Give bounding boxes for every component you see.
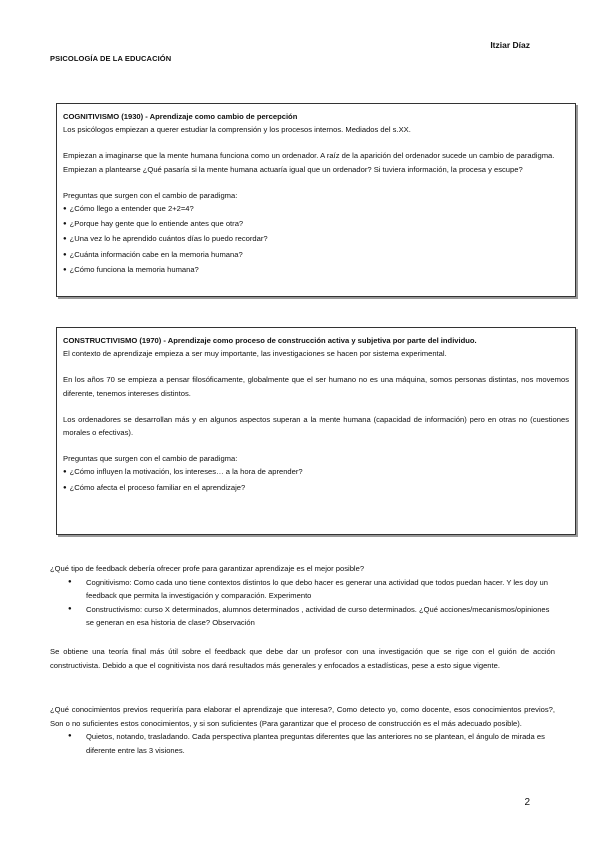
constructivismo-paragraph: En los años 70 se empieza a pensar filosóficamente, globalmente que el ser humano no es una máquina, somos personas distintas, nos movemos diferente, tenemos intereses distintos. [63, 375, 569, 398]
list-item: ● Constructivismo: curso X determinados, alumnos determinados , actividad de curso determinados. ¿Qué acciones/mecanismos/opiniones se generan en esa historia de clase? Observación [68, 604, 550, 628]
list-item: ● ¿Cómo funciona la memoria humana? [63, 263, 569, 278]
feedback-section [50, 562, 555, 630]
bullet-icon: ● [68, 605, 72, 612]
page-number: 2 [524, 797, 530, 808]
cognitivismo-questions-title: Preguntas que surgen con el cambio de paradigma: [63, 190, 238, 200]
conclusion-section [50, 645, 555, 672]
cognitivismo-question-list [63, 202, 569, 278]
constructivismo-title: CONSTRUCTIVISMO (1970) - Aprendizaje como proceso de construcción activa y subjetiva por parte del individuo. [63, 336, 477, 345]
prior-knowledge-section [50, 703, 555, 757]
constructivismo-paragraph: Los ordenadores se desarrollan más y en algunos aspectos superan a la mente humana (capacidad de información) pero en otras no (cuestiones morales o efectivas). [63, 414, 569, 438]
list-item: ● ¿Cómo influyen la motivación, los intereses… a la hora de aprender? [63, 465, 569, 480]
list-item: ● ¿Cuánta información cabe en la memoria humana? [63, 248, 569, 263]
constructivismo-intro: El contexto de aprendizaje empieza a ser muy importante, las investigaciones se hacen por sistema experimental. [63, 349, 447, 359]
course-title: PSICOLOGÍA DE LA EDUCACIÓN [50, 54, 172, 63]
cognitivismo-title: COGNITIVISMO (1930) - Aprendizaje como cambio de percepción [63, 112, 298, 121]
list-item: ● ¿Cómo llego a entender que 2+2=4? [63, 202, 569, 217]
constructivismo-box [56, 327, 576, 535]
prior-knowledge-list [50, 730, 555, 757]
feedback-question: ¿Qué tipo de feedback debería ofrecer profe para garantizar aprendizaje es el mejor posible? [50, 564, 365, 573]
bullet-icon: ● [68, 578, 72, 585]
list-item: ● ¿Una vez lo he aprendido cuántos días lo puedo recordar? [63, 232, 569, 247]
cognitivismo-intro: Los psicólogos empiezan a querer estudiar la comprensión y los procesos internos. Mediados del s.XX. [63, 125, 411, 135]
list-item: ● Cognitivismo: Como cada uno tiene contextos distintos lo que debo hacer es generar una actividad que todos puedan hacer. Y les doy un feedback que permita la investigación y comparación. Experimento [68, 577, 548, 601]
list-item: ● Quietos, notando, trasladando. Cada perspectiva plantea preguntas diferentes que las anteriores no se plantean, el ángulo de mirada es diferente entre las 3 visiones. [68, 732, 545, 755]
prior-knowledge-question: ¿Qué conocimientos previos requeriría para elaborar el aprendizaje que interesa?, Como detecto yo, como docente, esos conocimientos previos?, Son o no suficientes estos conocimientos, y si son suficientes (Para garantizar que el proceso de construcción es el más adecuado posible). [50, 705, 555, 728]
constructivismo-question-list [63, 465, 569, 495]
feedback-list [50, 576, 555, 630]
constructivismo-questions-title: Preguntas que surgen con el cambio de paradigma: [63, 454, 238, 464]
bullet-icon: ● [68, 733, 72, 740]
list-item: ● ¿Cómo afecta el proceso familiar en el aprendizaje? [63, 481, 569, 496]
list-item: ● ¿Porque hay gente que lo entiende antes que otra? [63, 217, 569, 232]
cognitivismo-paragraph: Empiezan a imaginarse que la mente humana funciona como un ordenador. A raíz de la aparición del ordenador sucede un cambio de paradigma. Empiezan a plantearse ¿Qué pasaría si la mente humana actuaría igual que un ordenador? Si tuviera información, la procesa y escupe? [63, 151, 555, 174]
cognitivismo-box [56, 103, 576, 297]
conclusion-paragraph: Se obtiene una teoría final más útil sobre el feedback que debe dar un profesor con una investigación que se rige con el guión de acción constructivista. Debido a que el cognitivista nos dará resultados más generales y enfocados a estadísticas, pese a esto sigue vigente. [50, 647, 555, 670]
author-name: Itziar Díaz [490, 40, 530, 50]
